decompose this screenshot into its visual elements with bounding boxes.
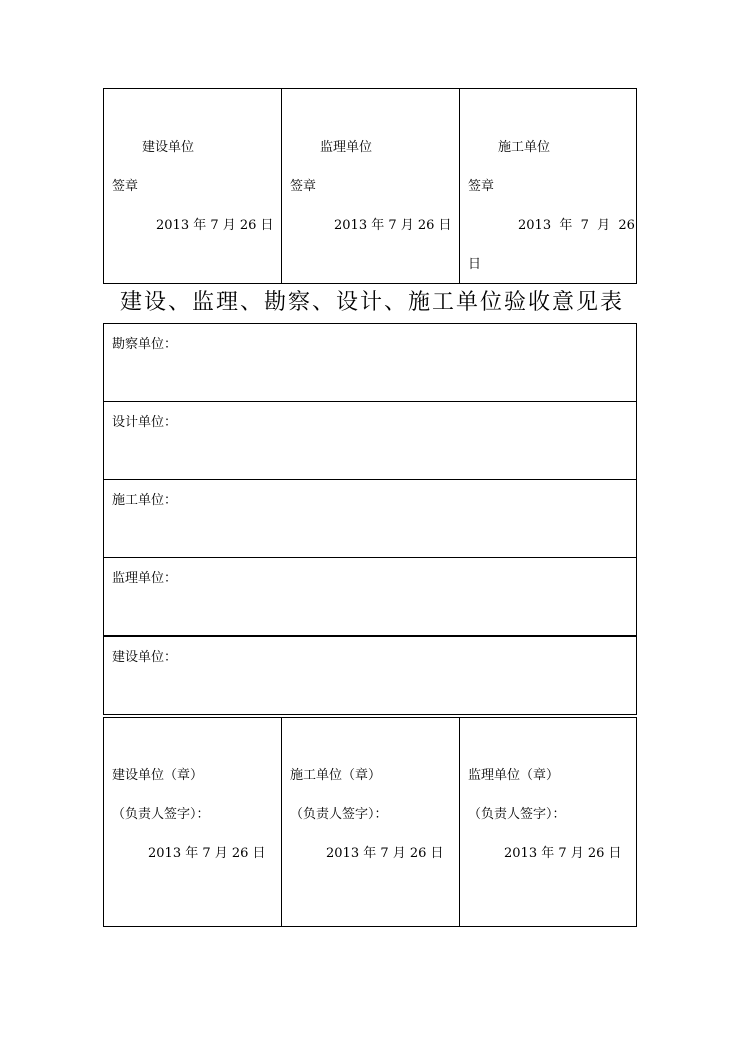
opinion-row-design xyxy=(104,402,637,480)
sign-cell-supervision xyxy=(282,89,460,284)
bottom-sign-cell-builder xyxy=(282,718,460,927)
date-text: 2013 年 7 月 26 日 xyxy=(334,218,452,233)
unit-seal-label: 建设单位（章） xyxy=(112,768,204,783)
opinion-label: 建设单位： xyxy=(112,650,178,665)
sign-cell-construction xyxy=(104,89,282,284)
unit-label: 建设单位 xyxy=(142,140,195,155)
opinion-label: 勘察单位： xyxy=(112,337,178,352)
signer-label: （负责人签字）： xyxy=(290,807,388,822)
date-text: 2013 年 7 月 26 xyxy=(518,218,635,233)
date-text: 2013 年 7 月 26 日 xyxy=(148,846,266,861)
opinion-row-survey xyxy=(104,324,637,402)
opinion-label: 设计单位： xyxy=(112,415,178,430)
unit-label: 监理单位 xyxy=(320,140,373,155)
unit-seal-label: 监理单位（章） xyxy=(468,768,560,783)
opinion-label: 施工单位： xyxy=(112,493,178,508)
unit-label: 施工单位 xyxy=(498,140,551,155)
top-signature-table xyxy=(103,88,637,284)
opinion-row-supervision xyxy=(104,558,637,637)
date-text: 2013 年 7 月 26 日 xyxy=(504,846,622,861)
bottom-signature-table xyxy=(103,717,637,927)
opinion-row-builder xyxy=(104,480,637,558)
seal-label: 签章 xyxy=(468,179,495,194)
seal-label: 签章 xyxy=(112,179,139,194)
unit-seal-label: 施工单位（章） xyxy=(290,768,382,783)
date-text: 2013 年 7 月 26 日 xyxy=(326,846,444,861)
signer-label: （负责人签字）： xyxy=(112,807,210,822)
date-text: 2013 年 7 月 26 日 xyxy=(156,218,274,233)
sign-cell-builder xyxy=(460,89,637,284)
opinion-table xyxy=(103,323,637,715)
seal-label: 签章 xyxy=(290,179,317,194)
signer-label: （负责人签字）： xyxy=(468,807,566,822)
bottom-sign-cell-construction xyxy=(104,718,282,927)
page-title: 建设、监理、勘察、设计、施工单位验收意见表 xyxy=(119,290,624,315)
opinion-label: 监理单位： xyxy=(112,571,178,586)
bottom-sign-cell-supervision xyxy=(460,718,637,927)
opinion-row-construction xyxy=(104,636,637,715)
date-text-wrap: 日 xyxy=(468,257,482,272)
